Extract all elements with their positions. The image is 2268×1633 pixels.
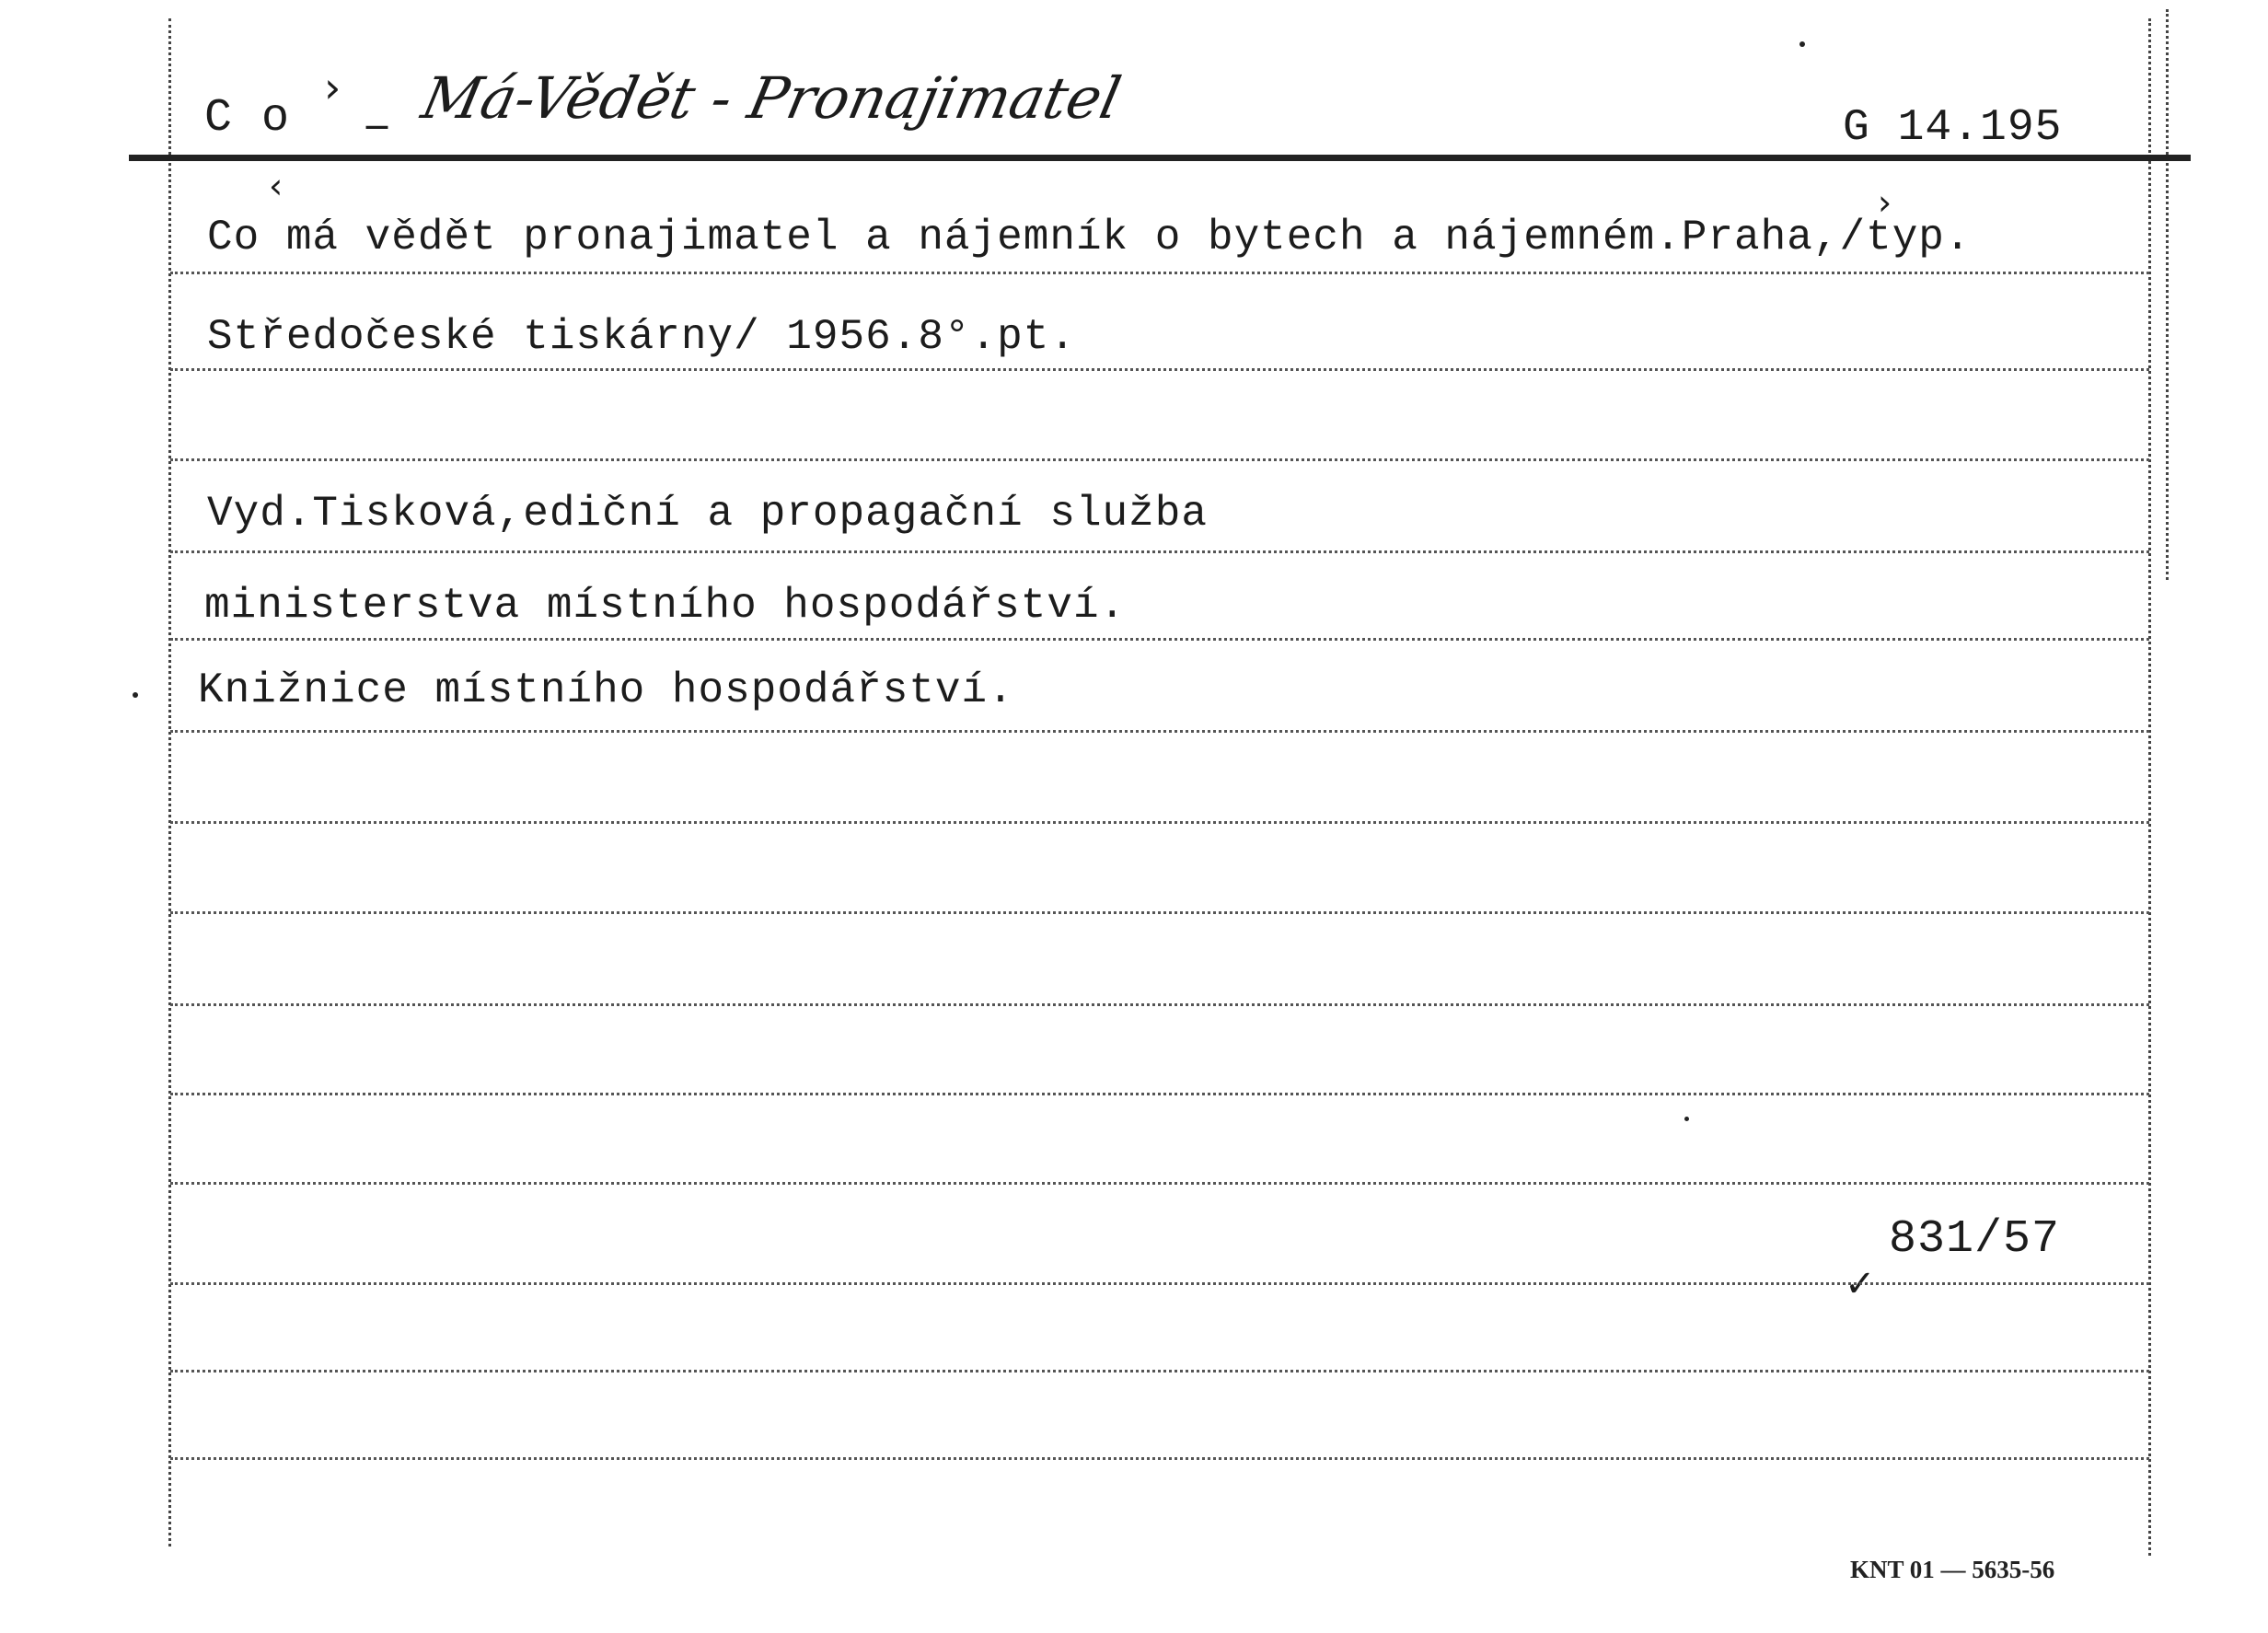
publisher-line-2: ministerstva místního hospodářství. (204, 582, 1127, 630)
form-code: KNT 01 — 5635-56 (1850, 1556, 2055, 1583)
ink-speck (1799, 41, 1805, 47)
insert-mark: ‹ (269, 166, 284, 206)
heading-handwritten: Má-Vědět - Pronajimatel (416, 64, 1127, 132)
ruled-line (170, 458, 2149, 461)
heading-rule (129, 155, 2191, 161)
dash-mark: _ (366, 79, 388, 129)
outer-margin-line (2166, 9, 2169, 580)
ruled-line (170, 911, 2149, 914)
ruled-line (170, 1457, 2149, 1460)
ruled-line (170, 730, 2149, 733)
left-margin-line (168, 18, 171, 1546)
accession-number: 831/57 (1889, 1213, 2061, 1266)
call-number: G 14.195 (1843, 103, 2063, 153)
insert-mark: › (1878, 182, 1892, 223)
ruled-line (170, 1182, 2149, 1185)
ruled-line (170, 1003, 2149, 1006)
check-mark: ✓ (1845, 1263, 1876, 1305)
ink-speck (1684, 1117, 1689, 1121)
ruled-line (170, 368, 2149, 371)
title-line-2: Středočeské tiskárny/ 1956.8°.pt. (207, 313, 1076, 361)
ruled-line (170, 1282, 2149, 1285)
right-margin-line (2148, 18, 2151, 1556)
ruled-line (170, 272, 2149, 274)
heading-typed: C o (204, 92, 291, 145)
title-line-1: Co má vědět pronajimatel a nájemník o bytech a nájemném.Praha,/typ. (207, 214, 1972, 261)
ruled-line (170, 1370, 2149, 1372)
ruled-line (170, 638, 2149, 641)
series-statement: Knižnice místního hospodářství. (198, 666, 1014, 714)
ruled-line (170, 821, 2149, 824)
ruled-line (170, 1093, 2149, 1095)
ruled-line (170, 550, 2149, 553)
publisher-line-1: Vyd.Tisková,ediční a propagační služba (207, 490, 1208, 538)
ink-speck (133, 692, 138, 698)
bracket-mark: › (324, 63, 341, 112)
